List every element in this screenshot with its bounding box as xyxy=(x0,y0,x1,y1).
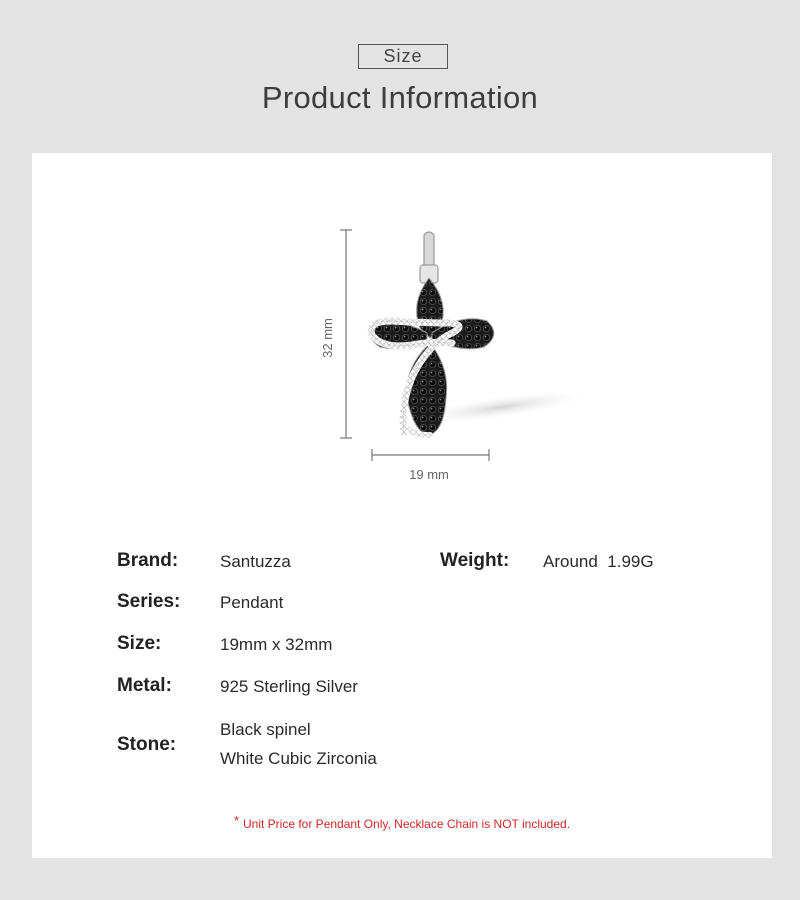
pendant-bail xyxy=(424,232,434,267)
height-dimension xyxy=(340,230,352,438)
note-text: Unit Price for Pendant Only, Necklace Chain is NOT included. xyxy=(243,817,571,831)
size-label: Size: xyxy=(117,633,162,654)
weight-label: Weight: xyxy=(440,550,510,571)
brand-label: Brand: xyxy=(117,550,179,571)
series-label: Series: xyxy=(117,591,181,612)
pendant-figure xyxy=(32,153,772,513)
metal-value: 925 Sterling Silver xyxy=(220,677,358,696)
page-title: Product Information xyxy=(261,80,539,115)
brand-value: Santuzza xyxy=(220,552,291,571)
height-label: 32 mm xyxy=(320,318,335,358)
width-dimension xyxy=(372,449,489,461)
series-value: Pendant xyxy=(220,593,284,612)
metal-label: Metal: xyxy=(117,675,172,696)
price-note xyxy=(32,813,772,831)
size-value: 19mm x 32mm xyxy=(220,635,333,654)
stone-value-2: White Cubic Zirconia xyxy=(220,749,377,768)
product-card xyxy=(32,153,772,858)
weight-value: Around 1.99G xyxy=(543,552,654,571)
width-label: 19 mm xyxy=(409,467,449,482)
size-tag: Size xyxy=(358,44,448,69)
stone-label: Stone: xyxy=(117,734,177,755)
stone-value-1: Black spinel xyxy=(220,720,311,739)
note-asterisk: * xyxy=(233,813,239,828)
